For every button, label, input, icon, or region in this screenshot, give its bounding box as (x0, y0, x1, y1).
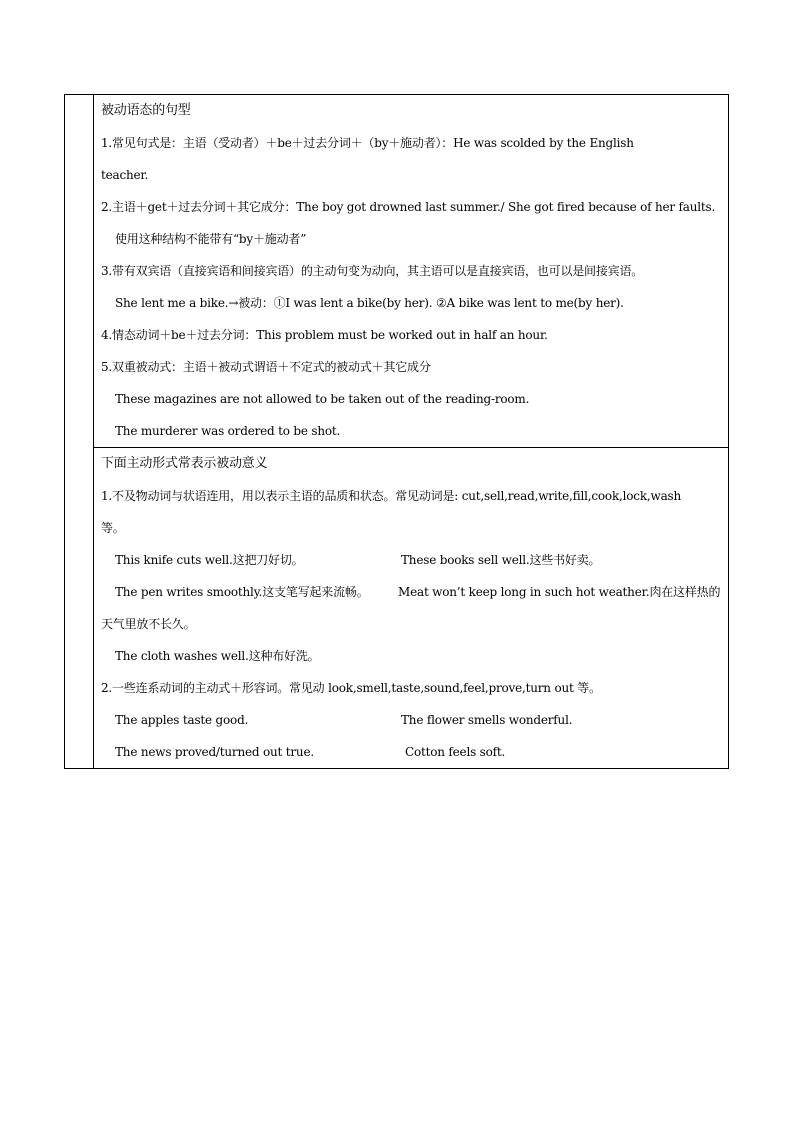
table-cell-active-forms (94, 447, 728, 768)
table-cell-passive-patterns (94, 95, 728, 447)
section-title: 下面主动形式常表示被动意义 (101, 456, 268, 471)
table-left-column (65, 95, 94, 768)
example: The news proved/turned out true. (115, 745, 314, 759)
rule-1-continued: teacher. (101, 168, 149, 182)
rule-5-example-1: These magazines are not allowed to be taken out of the reading-room. (115, 392, 530, 406)
section-title: 被动语态的句型 (101, 103, 191, 118)
rule-3-example: She lent me a bike.→被动：①I was lent a bike(by her). ②A bike was lent to me(by her). (115, 296, 624, 310)
rule-2: 2.一些连系动词的主动式＋形容词。常见动 look,smell,taste,sound,feel,prove,turn out 等。 (101, 681, 601, 695)
rule-1: 1.常见句式是：主语（受动者）＋be＋过去分词＋（by＋施动者）：He was scolded by the English (101, 136, 634, 150)
example-row (101, 576, 720, 608)
example: This knife cuts well.这把刀好切。 (115, 553, 304, 567)
example-row (101, 736, 720, 768)
rule-5: 5.双重被动式：主语＋被动式谓语＋不定式的被动式＋其它成分 (101, 360, 431, 374)
grammar-table (64, 94, 729, 769)
rule-2: 2.主语＋get＋过去分词＋其它成分：The boy got drowned last summer./ She got fired because of her faults. (101, 200, 716, 214)
rule-2-note: 使用这种结构不能带有“by＋施动者” (115, 232, 307, 246)
rule-1: 1.不及物动词与状语连用，用以表示主语的品质和状态。常见动词是: cut,sell,read,write,fill,cook,lock,wash (101, 489, 682, 503)
example-row (101, 704, 720, 736)
rule-1-continued: 等。 (101, 521, 125, 535)
rule-3: 3.带有双宾语（直接宾语和间接宾语）的主动句变为动向，其主语可以是直接宾语，也可以是间接宾语。 (101, 264, 644, 278)
rule-5-example-2: The murderer was ordered to be shot. (115, 424, 341, 438)
example: The apples taste good. (115, 713, 249, 727)
example-row (101, 544, 720, 576)
example: The cloth washes well.这种布好洗。 (115, 649, 320, 663)
example-continued: 天气里放不长久。 (101, 617, 196, 631)
example: The pen writes smoothly.这支笔写起来流畅。 (115, 585, 369, 599)
example: Meat won’t keep long in such hot weather.肉在这样热的 (398, 585, 721, 599)
example: These books sell well.这些书好卖。 (401, 553, 601, 567)
example: The flower smells wonderful. (401, 713, 573, 727)
example: Cotton feels soft. (405, 745, 506, 759)
rule-4: 4.情态动词＋be＋过去分词：This problem must be worked out in half an hour. (101, 328, 548, 342)
